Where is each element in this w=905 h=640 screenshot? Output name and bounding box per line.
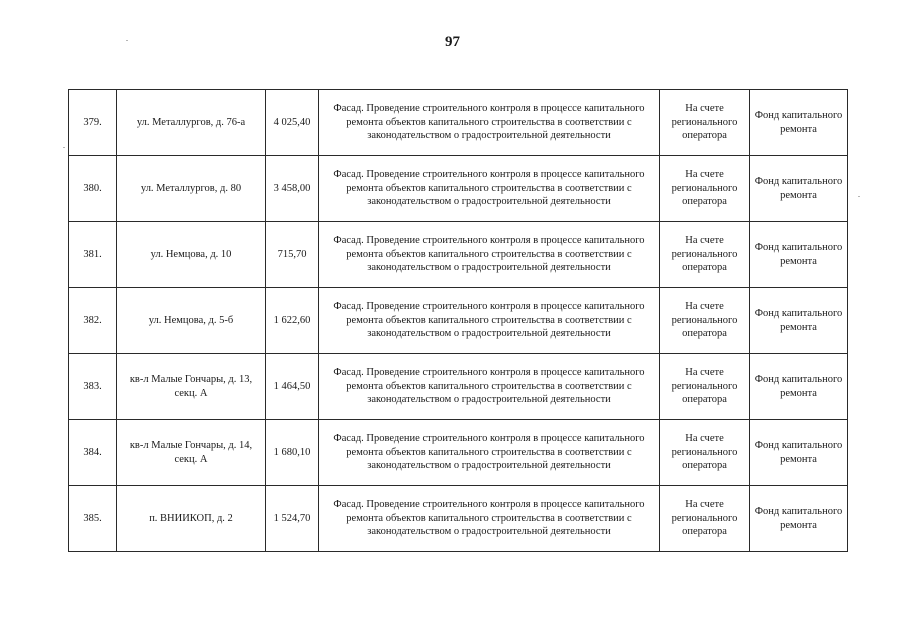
table-row [69,354,848,420]
account-cell: На счете регионального оператора [660,156,750,222]
account-cell: На счете регионального оператора [660,222,750,288]
table-row [69,156,848,222]
area-cell: 1 524,70 [266,486,319,552]
area-cell: 1 622,60 [266,288,319,354]
area-cell: 4 025,40 [266,90,319,156]
table-row [69,288,848,354]
row-number: 379. [69,90,117,156]
work-description-cell: Фасад. Проведение строительного контроля в процессе капитального ремонта объектов капитального строительства в соответствии с законодательством о градостроительной деятельности [319,156,660,222]
fund-cell: Фонд капитального ремонта [750,420,848,486]
row-number: 384. [69,420,117,486]
fund-cell: Фонд капитального ремонта [750,222,848,288]
address-cell: ул. Металлургов, д. 80 [117,156,266,222]
area-cell: 715,70 [266,222,319,288]
area-cell: 3 458,00 [266,156,319,222]
work-description-cell: Фасад. Проведение строительного контроля в процессе капитального ремонта объектов капитального строительства в соответствии с законодательством о градостроительной деятельности [319,222,660,288]
row-number: 383. [69,354,117,420]
fund-cell: Фонд капитального ремонта [750,486,848,552]
account-cell: На счете регионального оператора [660,354,750,420]
address-cell: кв-л Малые Гончары, д. 13, секц. А [117,354,266,420]
page-number: 97 [445,34,460,50]
table-row [69,486,848,552]
table-row [69,90,848,156]
account-cell: На счете регионального оператора [660,486,750,552]
fund-cell: Фонд капитального ремонта [750,288,848,354]
work-description-cell: Фасад. Проведение строительного контроля в процессе капитального ремонта объектов капитального строительства в соответствии с законодательством о градостроительной деятельности [319,486,660,552]
account-cell: На счете регионального оператора [660,420,750,486]
address-cell: ул. Немцова, д. 10 [117,222,266,288]
row-number: 381. [69,222,117,288]
address-cell: п. ВНИИКОП, д. 2 [117,486,266,552]
scan-speck [858,196,860,197]
address-cell: ул. Металлургов, д. 76-а [117,90,266,156]
table-row [69,420,848,486]
address-cell: кв-л Малые Гончары, д. 14, секц. А [117,420,266,486]
table-row [69,222,848,288]
account-cell: На счете регионального оператора [660,90,750,156]
fund-cell: Фонд капитального ремонта [750,354,848,420]
scan-speck [126,40,128,41]
work-description-cell: Фасад. Проведение строительного контроля в процессе капитального ремонта объектов капитального строительства в соответствии с законодательством о градостроительной деятельности [319,288,660,354]
account-cell: На счете регионального оператора [660,288,750,354]
area-cell: 1 680,10 [266,420,319,486]
fund-cell: Фонд капитального ремонта [750,156,848,222]
row-number: 382. [69,288,117,354]
works-table [68,89,848,552]
fund-cell: Фонд капитального ремонта [750,90,848,156]
row-number: 385. [69,486,117,552]
work-description-cell: Фасад. Проведение строительного контроля в процессе капитального ремонта объектов капитального строительства в соответствии с законодательством о градостроительной деятельности [319,420,660,486]
area-cell: 1 464,50 [266,354,319,420]
scan-speck [63,147,65,148]
work-description-cell: Фасад. Проведение строительного контроля в процессе капитального ремонта объектов капитального строительства в соответствии с законодательством о градостроительной деятельности [319,90,660,156]
row-number: 380. [69,156,117,222]
address-cell: ул. Немцова, д. 5-б [117,288,266,354]
work-description-cell: Фасад. Проведение строительного контроля в процессе капитального ремонта объектов капитального строительства в соответствии с законодательством о градостроительной деятельности [319,354,660,420]
